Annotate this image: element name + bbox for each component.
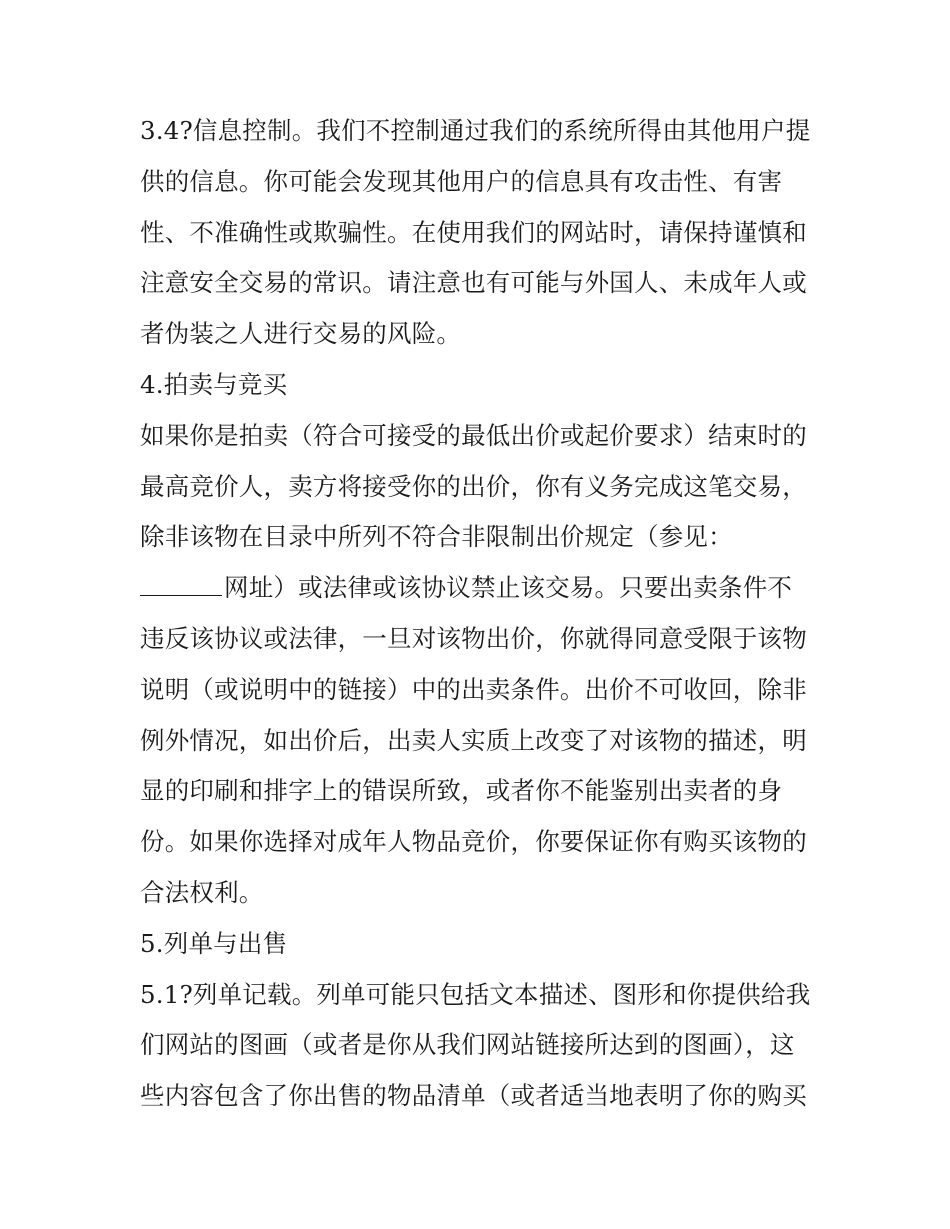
paragraph-line: 份。如果你选择对成年人物品竞价，你要保证你有购买该物的 — [140, 827, 807, 857]
fill-in-blank — [140, 577, 222, 596]
section-heading: 4.拍卖与竞买 — [140, 369, 288, 399]
paragraph-line: 者伪装之人进行交易的风险。 — [140, 319, 462, 349]
paragraph-line: 例外情况，如出价后，出卖人实质上改变了对该物的描述，明 — [140, 725, 807, 755]
paragraph-line: 违反该协议或法律，一旦对该物出价，你就得同意受限于该物 — [140, 623, 807, 653]
paragraph-line: 3.4?信息控制。我们不控制通过我们的系统所得由其他用户提 — [140, 116, 811, 145]
paragraph-line: 如果你是拍卖（符合可接受的最低出价或起价要求）结束时的 — [140, 420, 807, 450]
paragraph-line: 注意安全交易的常识。请注意也有可能与外国人、未成年人或 — [140, 268, 807, 298]
paragraph-line: 除非该物在目录中所列不符合非限制出价规定（参见： — [140, 522, 733, 552]
paragraph-line: 说明（或说明中的链接）中的出卖条件。出价不可收回，除非 — [140, 674, 807, 704]
paragraph-line: 供的信息。你可能会发现其他用户的信息具有攻击性、有害 — [140, 166, 783, 196]
document-body — [140, 106, 820, 1122]
section-heading: 5.列单与出售 — [140, 928, 288, 958]
paragraph-line-with-blank — [140, 563, 820, 614]
paragraph-line: 合法权利。 — [140, 877, 264, 907]
paragraph-line-text: 网址）或法律或该协议禁止该交易。只要出卖条件不 — [224, 573, 793, 603]
paragraph-line: 性、不准确性或欺骗性。在使用我们的网站时，请保持谨慎和 — [140, 217, 807, 247]
paragraph-line: 们网站的图画（或者是你从我们网站链接所达到的图画），这 — [140, 1030, 795, 1060]
paragraph-line: 些内容包含了你出售的物品清单（或者适当地表明了你的购买 — [140, 1081, 807, 1111]
paragraph-line: 最高竞价人，卖方将接受你的出价，你有义务完成这笔交易， — [140, 471, 807, 501]
paragraph-line: 显的印刷和排字上的错误所致，或者你不能鉴别出卖者的身 — [140, 776, 783, 806]
paragraph-line: 5.1?列单记载。列单可能只包括文本描述、图形和你提供给我 — [140, 979, 811, 1009]
